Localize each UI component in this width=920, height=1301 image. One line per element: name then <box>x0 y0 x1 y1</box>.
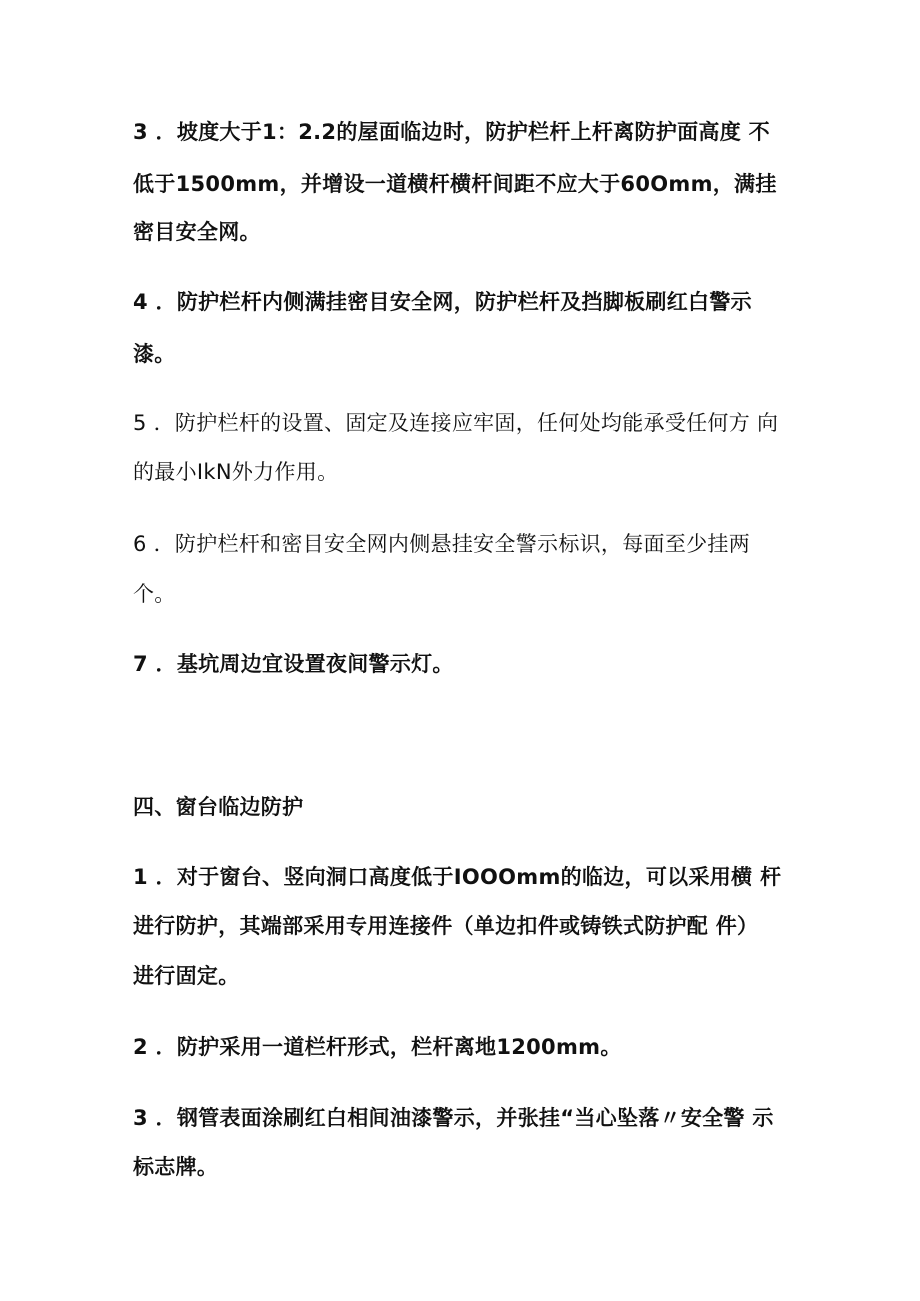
item-4-line-2: 漆。 <box>133 342 176 366</box>
section-item-3-line-2: 标志牌。 <box>133 1155 219 1179</box>
section-item-1-line-3: 进行固定。 <box>133 964 240 988</box>
item-5-line-1: 5 ．防护栏杆的设置、固定及连接应牢固，任何处均能承受任何方 向 <box>133 411 779 435</box>
item-4-line-1: 4 ．防护栏杆内侧满挂密目安全网，防护栏杆及挡脚板刷红白警示 <box>133 290 752 314</box>
section-item-1-line-2: 进行防护，其端部采用专用连接件（单边扣件或铸铁式防护配 件） <box>133 914 759 938</box>
item-3-line-1: 3 ．坡度大于1：2.2的屋面临边时，防护栏杆上杆离防护面高度 不 <box>133 120 770 144</box>
section-item-2-line-1: 2 ．防护采用一道栏杆形式，栏杆离地1200mm。 <box>133 1035 622 1059</box>
item-7-line-1: 7 ．基坑周边宜设置夜间警示灯。 <box>133 652 454 676</box>
section-item-3-line-1: 3 ．钢管表面涂刷红白相间油漆警示，并张挂“当心坠落〃安全警 示 <box>133 1106 774 1130</box>
section-heading: 四、窗台临边防护 <box>133 795 304 819</box>
item-6-line-1: 6 ．防护栏杆和密目安全网内侧悬挂安全警示标识，每面至少挂两 <box>133 532 751 556</box>
item-3-line-3: 密目安全网。 <box>133 220 261 244</box>
item-5-line-2: 的最小IkN外力作用。 <box>133 460 339 484</box>
item-6-line-2: 个。 <box>133 582 176 606</box>
item-3-line-2: 低于1500mm，并增设一道横杆横杆间距不应大于60Omm，满挂 <box>133 172 777 196</box>
section-item-1-line-1: 1 ．对于窗台、竖向洞口高度低于IOOOmm的临边，可以采用横 杆 <box>133 865 782 889</box>
